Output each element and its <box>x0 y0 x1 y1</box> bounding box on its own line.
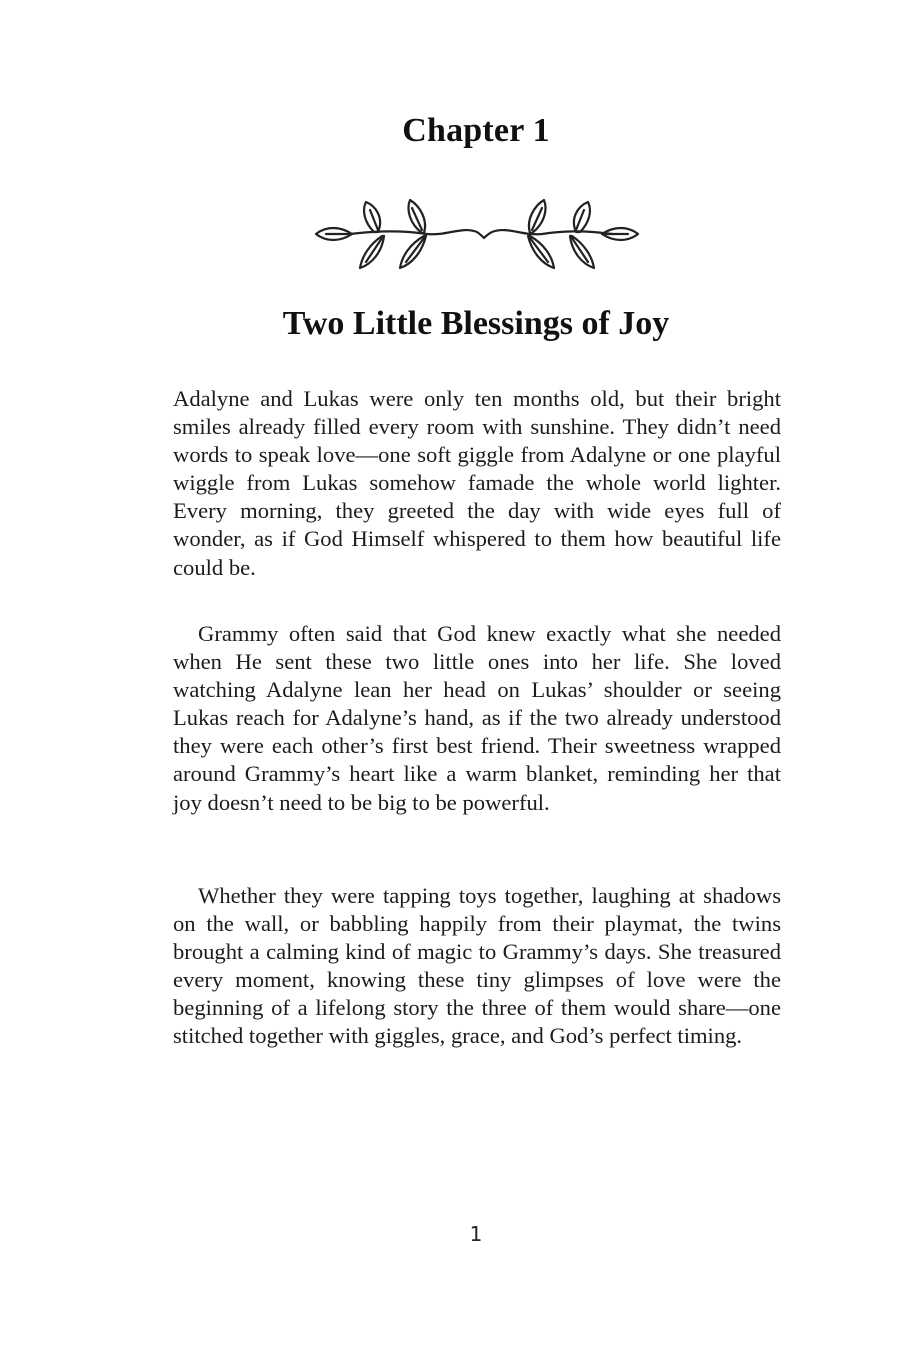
paragraph-3: Whether they were tapping toys together, laughing at shadows on the wall, or babbling happily from their playmat, the twins brought a calming kind of magic to Grammy’s days. She treasured every moment, knowing these tiny glimpses of love were the beginning of a lifelong story the three of them would share—one stitched together with giggles, grace, and God’s perfect timing. <box>173 883 781 1049</box>
paragraph-2: Grammy often said that God knew exactly what she needed when He sent these two little ones into her life. She loved watching Adalyne lean her head on Lukas’ shoulder or seeing Lukas reach for Adalyne’s hand, as if the two already understood they were each other’s first best friend. Their sweetness wrapped around Grammy’s heart like a warm blanket, reminding her that joy doesn’t need to be big to be powerful. <box>173 621 781 815</box>
laurel-branch-divider-icon <box>312 196 642 272</box>
page-number: 1 <box>469 1222 483 1246</box>
paragraph-1: Adalyne and Lukas were only ten months old, but their bright smiles already filled every room with sunshine. They didn’t need words to speak love—one soft giggle from Adalyne or one playful wiggle from Lukas somehow famade the whole world lighter. Every morning, they greeted the day with wide eyes full of wonder, as if God Himself whispered to them how beautiful life could be. <box>173 386 781 580</box>
chapter-label: Chapter 1 <box>402 112 550 149</box>
chapter-title: Two Little Blessings of Joy <box>282 305 670 342</box>
